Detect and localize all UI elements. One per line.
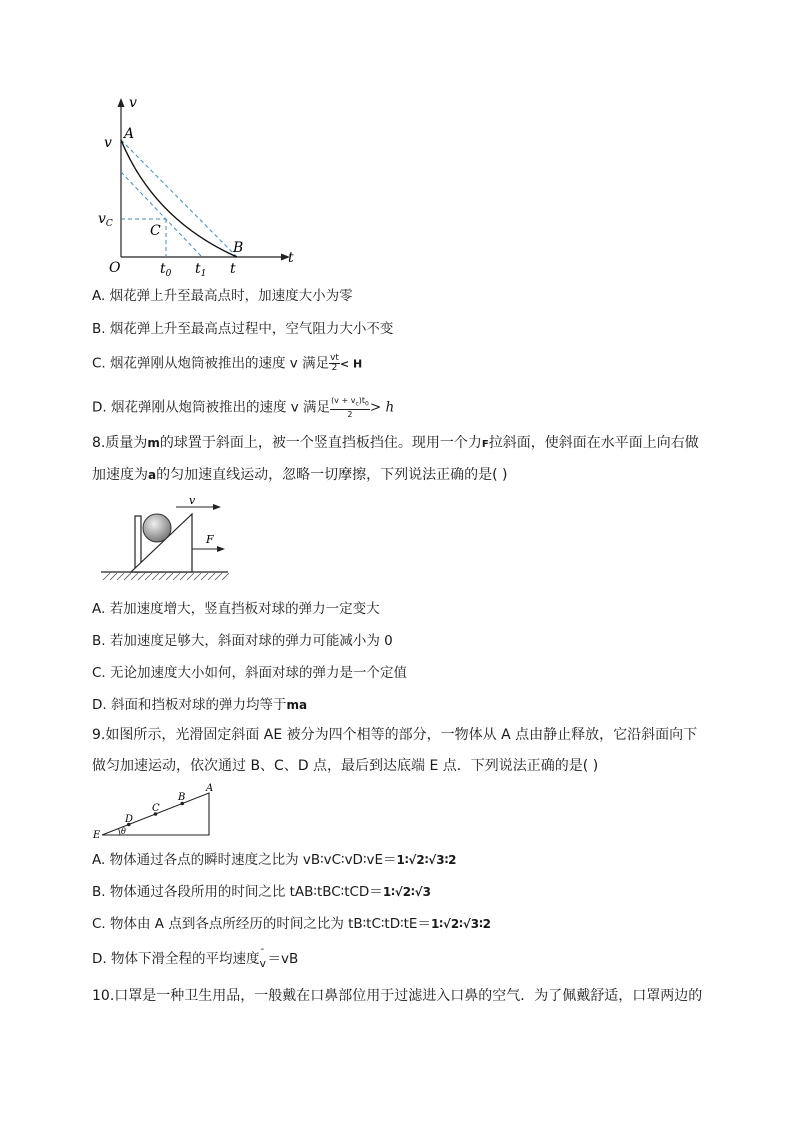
point-C-label: C <box>150 223 161 239</box>
q7-c-inequality: < H <box>339 357 363 371</box>
v-axis-arrow <box>118 98 125 107</box>
velocity-label: v <box>189 494 196 507</box>
point-B-label: B <box>233 240 244 256</box>
q8-option-d: D. 斜面和挡板对球的弹力均等于ma <box>92 697 308 713</box>
point-A-label: A <box>124 126 135 142</box>
q7-option-c-text: C. 烟花弹刚从炮筒被推出的速度 v 满足 <box>92 355 330 372</box>
vt-graph <box>96 92 306 277</box>
q7-d-fraction <box>330 396 370 419</box>
q7-option-d-text: D. 烟花弹刚从炮筒被推出的速度 v 满足 <box>92 399 331 416</box>
force-arrowhead <box>217 546 225 552</box>
velocity-arrowhead <box>213 504 221 510</box>
force-label: F <box>206 533 214 546</box>
avg-v-symbol: - v <box>259 944 266 970</box>
label-B: B <box>178 792 186 803</box>
q7-c-denominator: 2 <box>331 363 338 373</box>
q9-option-a: A. 物体通过各点的瞬时速度之比为 vB∶vC∶vD∶vE＝1∶√2∶√3∶2 <box>92 852 457 868</box>
vC-tick-label: $v_C$ <box>98 211 113 229</box>
v-tick-label: v <box>104 135 112 151</box>
label-C: C <box>152 803 160 814</box>
q9-stem-line2: 做匀加速运动，依次通过 B、C、D 点，最后到达底端 E 点．下列说法正确的是( ) <box>92 758 599 774</box>
q7-d-denominator: 2 <box>347 409 353 419</box>
q8-option-c: C. 无论加速度大小如何，斜面对球的弹力是一个定值 <box>92 665 408 681</box>
incline-ae-figure <box>92 780 222 840</box>
incline-ball-figure <box>98 494 233 586</box>
q10-stem-line1: 10.口罩是一种卫生用品，一般戴在口鼻部位用于过滤进入口鼻的空气．为了佩戴舒适，口罩两边的 <box>92 988 703 1004</box>
ground-hatching <box>103 573 229 580</box>
q9-stem-line1: 9.如图所示，光滑固定斜面 AE 被分为四个相等的部分，一物体从 A 点由静止释放，它沿斜面向下 <box>92 727 698 743</box>
t1-tick-label: $t_1$ <box>195 261 207 277</box>
q7-option-a: A. 烟花弹上升至最高点时，加速度大小为零 <box>92 288 353 304</box>
q7-d-numerator: $(v + v_c)t_0$ <box>331 396 369 408</box>
t-tick-label: t <box>230 261 236 277</box>
q7-c-numerator: vt <box>330 353 339 363</box>
q9-option-b: B. 物体通过各段所用的时间之比 tAB∶tBC∶tCD＝1∶√2∶√3 <box>92 884 431 900</box>
q8-stem-line1: 8.质量为m的球置于斜面上，被一个竖直挡板挡住。现用一个力F拉斜面，使斜面在水平面上向右做 <box>92 435 699 451</box>
origin-label: O <box>109 260 121 276</box>
dashed-tangent-C <box>121 172 202 257</box>
q9-option-c: C. 物体由 A 点到各点所经历的时间之比为 tB∶tC∶tD∶tE＝1∶√2∶√3∶2 <box>92 916 491 932</box>
q7-option-b: B. 烟花弹上升至最高点过程中，空气阻力大小不变 <box>92 321 394 337</box>
label-D: D <box>125 814 134 825</box>
label-A: A <box>206 783 214 794</box>
q8-option-a: A. 若加速度增大，竖直挡板对球的弹力一定变大 <box>92 601 380 617</box>
axis-v-label: v <box>129 95 137 111</box>
t0-tick-label: $t_0$ <box>160 261 172 277</box>
q7-option-d <box>92 396 394 419</box>
q7-c-fraction <box>329 354 340 373</box>
q7-d-inequality: > h <box>369 399 395 416</box>
dashed-tangent-A <box>121 140 237 257</box>
q8-option-b: B. 若加速度足够大，斜面对球的弹力可能减小为 0 <box>92 633 393 649</box>
q7-option-c <box>92 354 362 374</box>
q9-option-d: D. 物体下滑全程的平均速度 - v＝vB <box>92 944 299 970</box>
q8-stem-line2: 加速度为a的匀加速直线运动，忽略一切摩擦，下列说法正确的是( ) <box>92 467 508 483</box>
axis-t-label: t <box>288 250 294 266</box>
label-theta: θ <box>121 827 126 836</box>
label-E: E <box>93 830 101 840</box>
ball <box>143 514 171 542</box>
